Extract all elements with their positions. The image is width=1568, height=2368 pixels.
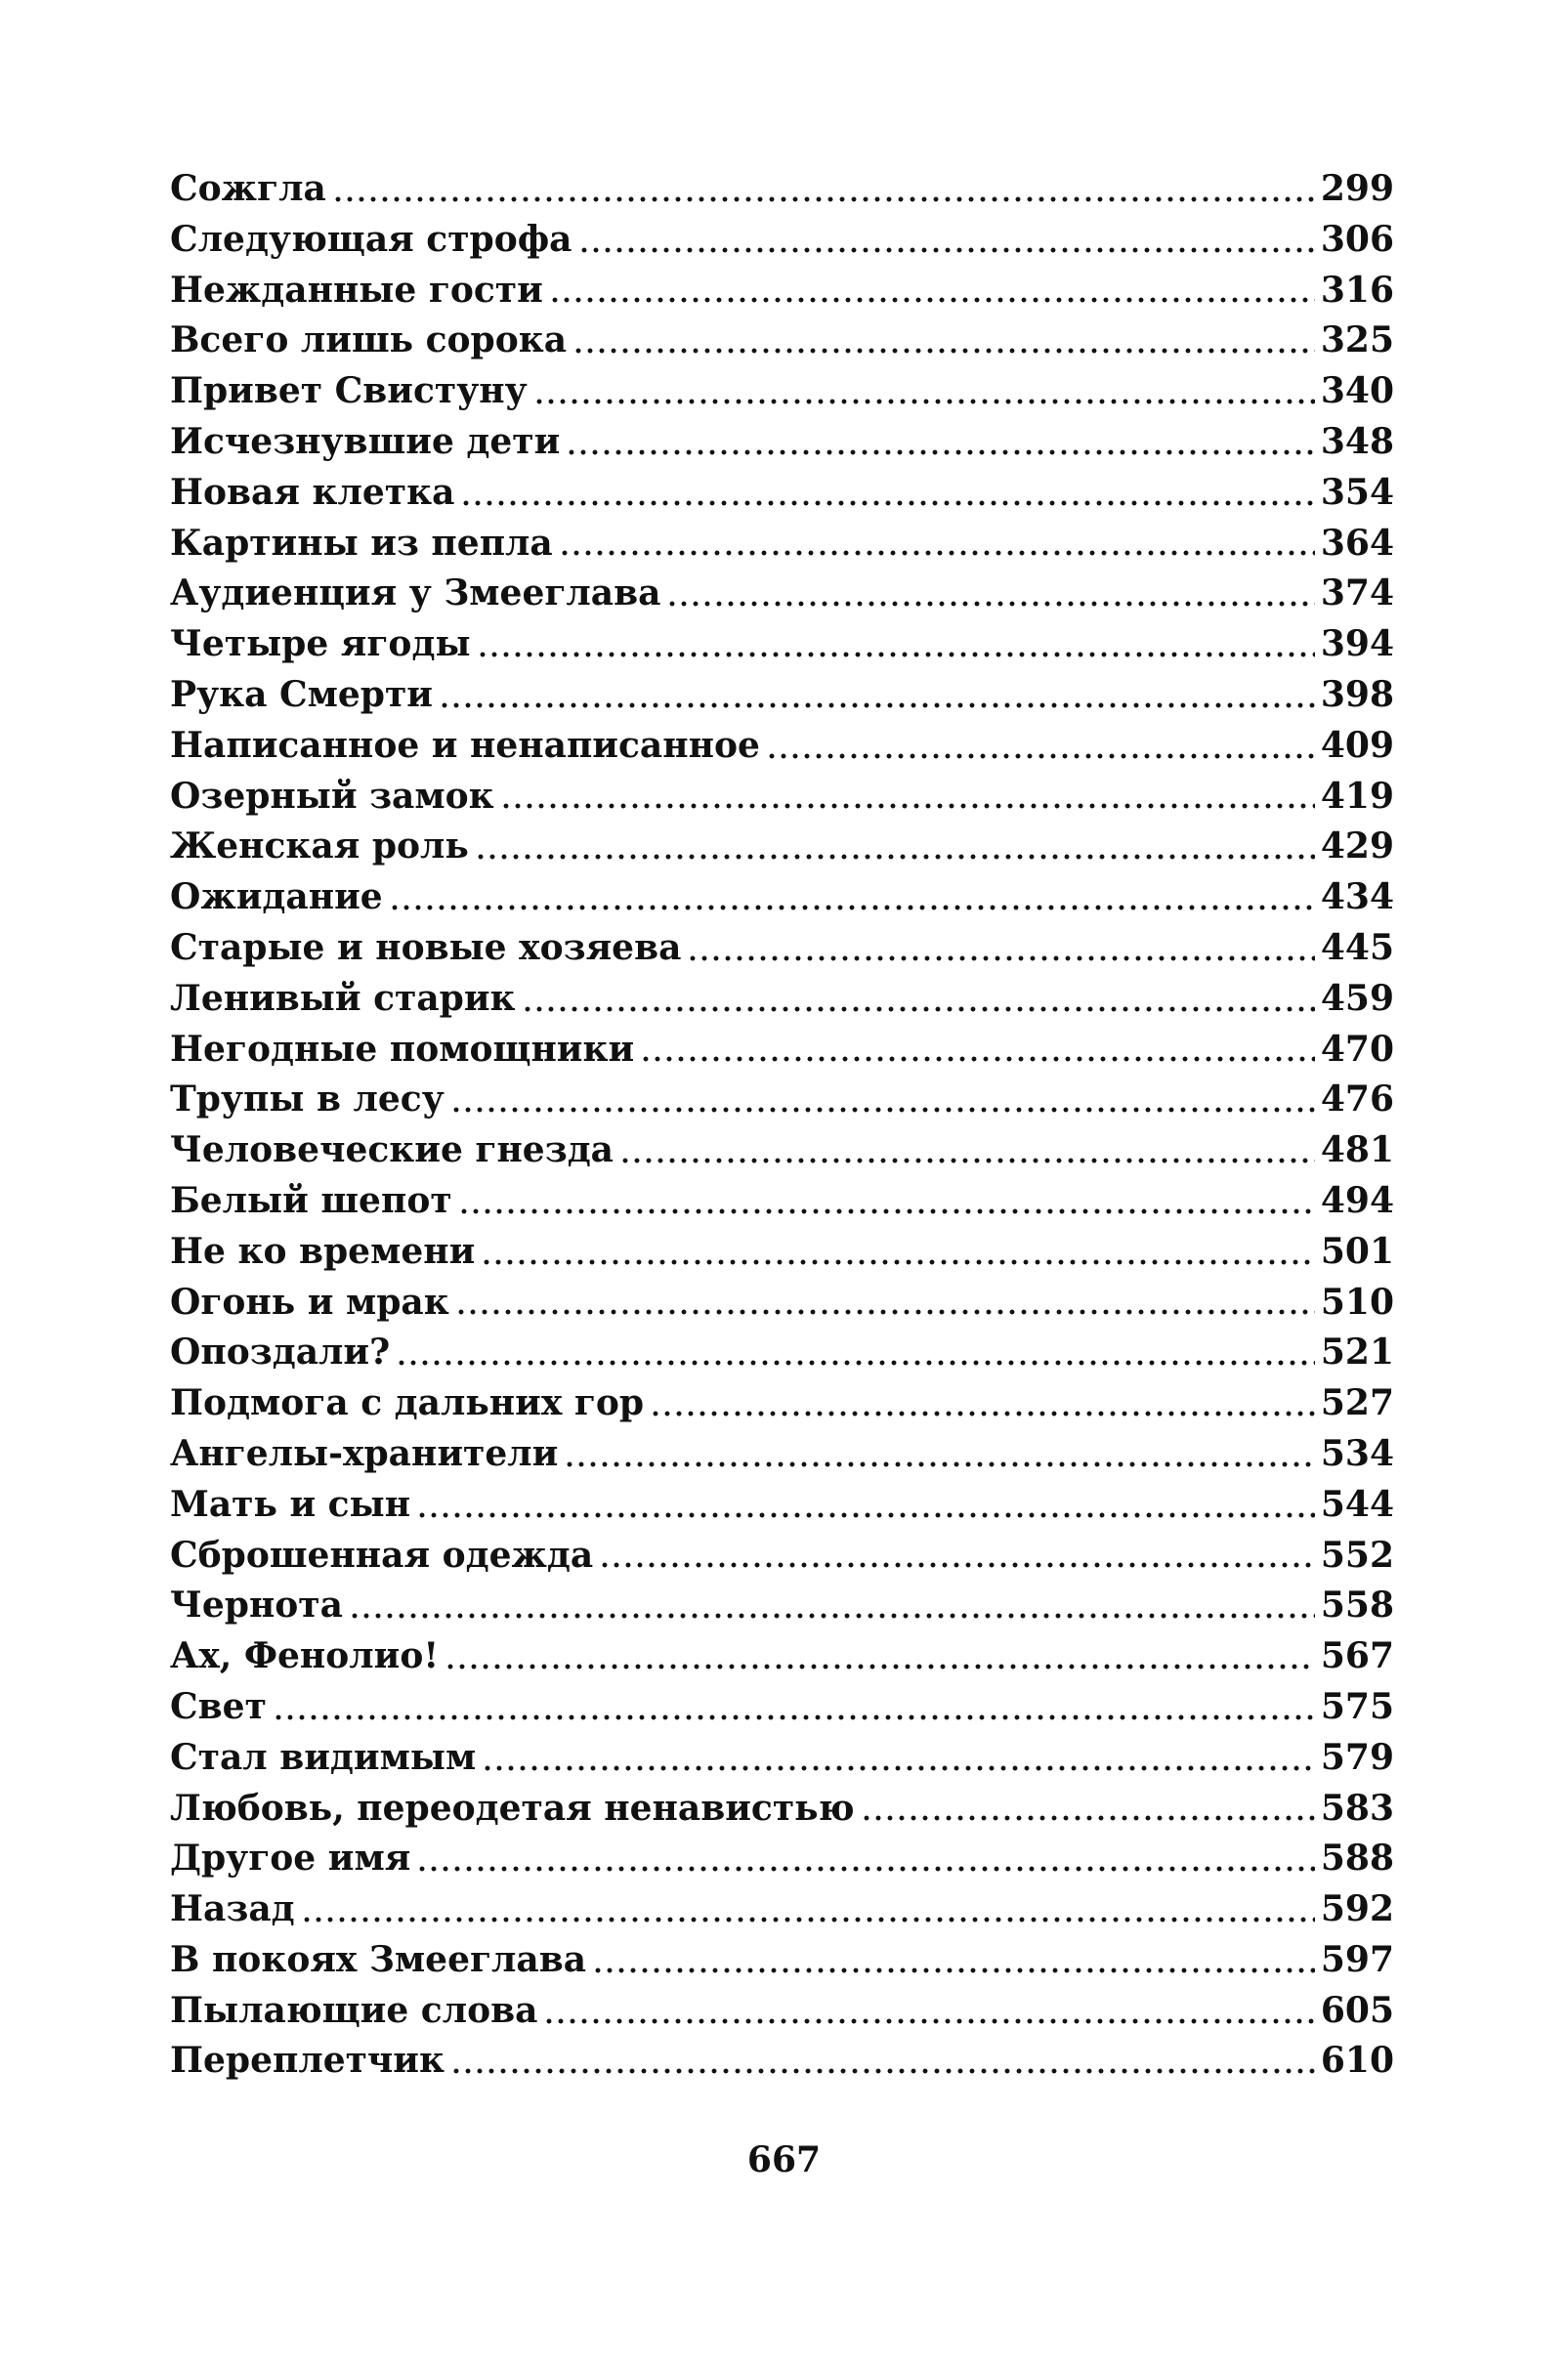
toc-entry-title: Сожгла bbox=[170, 168, 326, 209]
toc-entry bbox=[170, 1075, 1394, 1125]
toc-entry bbox=[170, 1227, 1394, 1278]
toc-entry-page: 325 bbox=[1320, 319, 1394, 361]
dot-leader bbox=[416, 1511, 1315, 1519]
toc-entry-title: Аудиенция у Змееглава bbox=[170, 572, 661, 614]
toc-entry-page: 429 bbox=[1320, 825, 1394, 867]
toc-entry-page: 588 bbox=[1320, 1838, 1394, 1880]
toc-entry bbox=[170, 619, 1394, 670]
toc-entry-title: Трупы в лесу bbox=[170, 1078, 445, 1121]
toc-entry bbox=[170, 1581, 1394, 1631]
toc-entry-title: Женская роль bbox=[170, 825, 469, 867]
toc-entry-title: Озерный замок bbox=[170, 775, 494, 817]
toc-entry-page: 592 bbox=[1320, 1888, 1394, 1930]
dot-leader bbox=[861, 1814, 1315, 1822]
toc-entry-page: 476 bbox=[1320, 1078, 1394, 1121]
toc-entry-page: 552 bbox=[1320, 1534, 1394, 1576]
toc-entry-title: Пылающие слова bbox=[170, 1989, 538, 2031]
dot-leader bbox=[650, 1410, 1315, 1417]
toc-entry bbox=[170, 670, 1394, 721]
dot-leader bbox=[564, 1460, 1314, 1468]
toc-entry bbox=[170, 1429, 1394, 1480]
toc-entry-title: Свет bbox=[170, 1685, 267, 1727]
toc-entry-title: Ах, Фенолио! bbox=[170, 1635, 440, 1677]
toc-entry-page: 398 bbox=[1320, 673, 1394, 715]
dot-leader bbox=[533, 398, 1315, 405]
dot-leader bbox=[543, 2017, 1314, 2025]
dot-leader bbox=[599, 1561, 1315, 1569]
toc-entry-title: Следующая строфа bbox=[170, 218, 572, 260]
toc-entry-title: Не ко времени bbox=[170, 1230, 476, 1272]
toc-entry bbox=[170, 923, 1394, 974]
toc-entry-page: 306 bbox=[1320, 218, 1394, 260]
toc-entry-page: 434 bbox=[1320, 876, 1394, 918]
toc-entry-title: Огонь и мрак bbox=[170, 1281, 449, 1323]
toc-entry-page: 534 bbox=[1320, 1432, 1394, 1474]
toc-entry-title: Всего лишь сорока bbox=[170, 319, 568, 361]
toc-entry-title: Другое имя bbox=[170, 1838, 411, 1880]
toc-entry bbox=[170, 872, 1394, 923]
toc-entry bbox=[170, 1378, 1394, 1429]
toc-entry-title: Ангелы-хранители bbox=[170, 1432, 559, 1474]
toc-entry bbox=[170, 366, 1394, 417]
toc-entry bbox=[170, 1935, 1394, 1986]
toc-entry bbox=[170, 1278, 1394, 1329]
toc-entry bbox=[170, 266, 1394, 317]
toc-entry-page: 579 bbox=[1320, 1736, 1394, 1778]
toc-entry-page: 481 bbox=[1320, 1129, 1394, 1171]
toc-entry-title: Сброшенная одежда bbox=[170, 1534, 594, 1576]
dot-leader bbox=[549, 296, 1315, 304]
toc-entry-title: Ожидание bbox=[170, 876, 383, 918]
toc-entry-page: 521 bbox=[1320, 1332, 1394, 1374]
dot-leader bbox=[416, 1865, 1315, 1873]
dot-leader bbox=[522, 1005, 1315, 1013]
toc-entry bbox=[170, 215, 1394, 266]
dot-leader bbox=[619, 1157, 1315, 1164]
dot-leader bbox=[666, 600, 1314, 608]
toc-entry-page: 419 bbox=[1320, 775, 1394, 817]
toc-entry-page: 299 bbox=[1320, 168, 1394, 209]
toc-entry bbox=[170, 1834, 1394, 1884]
toc-entry bbox=[170, 1531, 1394, 1582]
toc-entry-title: Нежданные гости bbox=[170, 269, 543, 311]
toc-entry-title: Опоздали? bbox=[170, 1332, 391, 1374]
toc-entry bbox=[170, 417, 1394, 468]
dot-leader bbox=[445, 1663, 1315, 1670]
toc-entry bbox=[170, 519, 1394, 570]
toc-entry-page: 583 bbox=[1320, 1787, 1394, 1829]
toc-entry-title: Любовь, переодетая ненавистью bbox=[170, 1787, 855, 1829]
dot-leader bbox=[481, 1258, 1315, 1266]
dot-leader bbox=[640, 1055, 1315, 1063]
toc-entry-page: 374 bbox=[1320, 572, 1394, 614]
toc-entry-page: 510 bbox=[1320, 1281, 1394, 1323]
toc-entry-page: 459 bbox=[1320, 977, 1394, 1019]
toc-entry-page: 364 bbox=[1320, 522, 1394, 564]
dot-leader bbox=[578, 246, 1315, 254]
toc-entry-title: Ленивый старик bbox=[170, 977, 516, 1019]
toc-entry-title: Подмога с дальних гор bbox=[170, 1382, 645, 1424]
dot-leader bbox=[566, 448, 1315, 456]
toc-entry-page: 470 bbox=[1320, 1028, 1394, 1070]
toc-entry bbox=[170, 1884, 1394, 1935]
dot-leader bbox=[572, 347, 1315, 355]
toc-entry-title: В покоях Змееглава bbox=[170, 1938, 587, 1980]
toc-entry-title: Белый шепот bbox=[170, 1179, 452, 1221]
toc-entry-page: 316 bbox=[1320, 269, 1394, 311]
dot-leader bbox=[592, 1966, 1315, 1974]
dot-leader bbox=[396, 1359, 1315, 1367]
toc-entry bbox=[170, 1631, 1394, 1682]
toc-entry-title: Четыре ягоды bbox=[170, 623, 471, 665]
dot-leader bbox=[301, 1916, 1315, 1924]
dot-leader bbox=[500, 802, 1315, 810]
toc-entry-page: 494 bbox=[1320, 1179, 1394, 1221]
toc-entry-page: 445 bbox=[1320, 926, 1394, 968]
dot-leader bbox=[332, 195, 1315, 203]
toc-entry-title: Назад bbox=[170, 1888, 295, 1930]
toc-entry-title: Мать и сын bbox=[170, 1483, 411, 1525]
toc-entry-page: 597 bbox=[1320, 1938, 1394, 1980]
toc-entry-page: 575 bbox=[1320, 1685, 1394, 1727]
dot-leader bbox=[482, 1764, 1315, 1772]
toc-entry-page: 340 bbox=[1320, 370, 1394, 412]
toc-entry-title: Негодные помощники bbox=[170, 1028, 635, 1070]
toc-entry bbox=[170, 1328, 1394, 1378]
dot-leader bbox=[687, 954, 1314, 962]
toc-entry bbox=[170, 721, 1394, 772]
toc-entry-title: Рука Смерти bbox=[170, 673, 433, 715]
toc-entry-title: Написанное и ненаписанное bbox=[170, 724, 760, 766]
dot-leader bbox=[349, 1612, 1315, 1620]
toc-entry bbox=[170, 316, 1394, 366]
toc-entry-page: 394 bbox=[1320, 623, 1394, 665]
toc-entry-page: 558 bbox=[1320, 1585, 1394, 1627]
toc-entry bbox=[170, 1733, 1394, 1784]
toc-entry-title: Старые и новые хозяева bbox=[170, 926, 682, 968]
toc-entry bbox=[170, 1176, 1394, 1227]
toc-entry-page: 501 bbox=[1320, 1230, 1394, 1272]
toc-entry-title: Стал видимым bbox=[170, 1736, 477, 1778]
toc-entry bbox=[170, 164, 1394, 215]
toc-entry bbox=[170, 2036, 1394, 2087]
toc-entry-title: Человеческие гнезда bbox=[170, 1129, 614, 1171]
toc-entry bbox=[170, 822, 1394, 872]
toc-entry-page: 610 bbox=[1320, 2040, 1394, 2082]
toc-entry bbox=[170, 1682, 1394, 1733]
dot-leader bbox=[450, 1106, 1315, 1114]
dot-leader bbox=[475, 853, 1315, 861]
dot-leader bbox=[389, 904, 1315, 911]
page-number: 667 bbox=[746, 2139, 822, 2180]
toc-entry bbox=[170, 1125, 1394, 1176]
toc-entry-title: Чернота bbox=[170, 1585, 343, 1627]
toc-entry-title: Исчезнувшие дети bbox=[170, 420, 561, 462]
toc-entry bbox=[170, 1480, 1394, 1531]
dot-leader bbox=[477, 651, 1315, 658]
toc-entry bbox=[170, 1986, 1394, 2037]
dot-leader bbox=[450, 2067, 1315, 2075]
dot-leader bbox=[458, 1207, 1315, 1215]
toc-entry-page: 527 bbox=[1320, 1382, 1394, 1424]
toc-entry-page: 605 bbox=[1320, 1989, 1394, 2031]
toc-entry-title: Привет Свистуну bbox=[170, 370, 528, 412]
toc-entry bbox=[170, 569, 1394, 619]
toc-entry bbox=[170, 468, 1394, 519]
toc-entry-page: 348 bbox=[1320, 420, 1394, 462]
toc-entry-title: Новая клетка bbox=[170, 471, 455, 513]
toc-entry bbox=[170, 974, 1394, 1025]
toc-entry bbox=[170, 1025, 1394, 1076]
dot-leader bbox=[766, 752, 1315, 760]
dot-leader bbox=[439, 701, 1315, 709]
toc-entry-page: 409 bbox=[1320, 724, 1394, 766]
toc-entry-page: 354 bbox=[1320, 471, 1394, 513]
dot-leader bbox=[460, 499, 1314, 507]
toc-entry-page: 544 bbox=[1320, 1483, 1394, 1525]
toc-entry bbox=[170, 1784, 1394, 1835]
toc-entry bbox=[170, 772, 1394, 823]
table-of-contents bbox=[170, 164, 1394, 2087]
dot-leader bbox=[273, 1713, 1315, 1721]
toc-entry-title: Картины из пепла bbox=[170, 522, 553, 564]
dot-leader bbox=[559, 549, 1315, 557]
dot-leader bbox=[455, 1308, 1315, 1316]
toc-entry-page: 567 bbox=[1320, 1635, 1394, 1677]
toc-entry-title: Переплетчик bbox=[170, 2040, 445, 2082]
